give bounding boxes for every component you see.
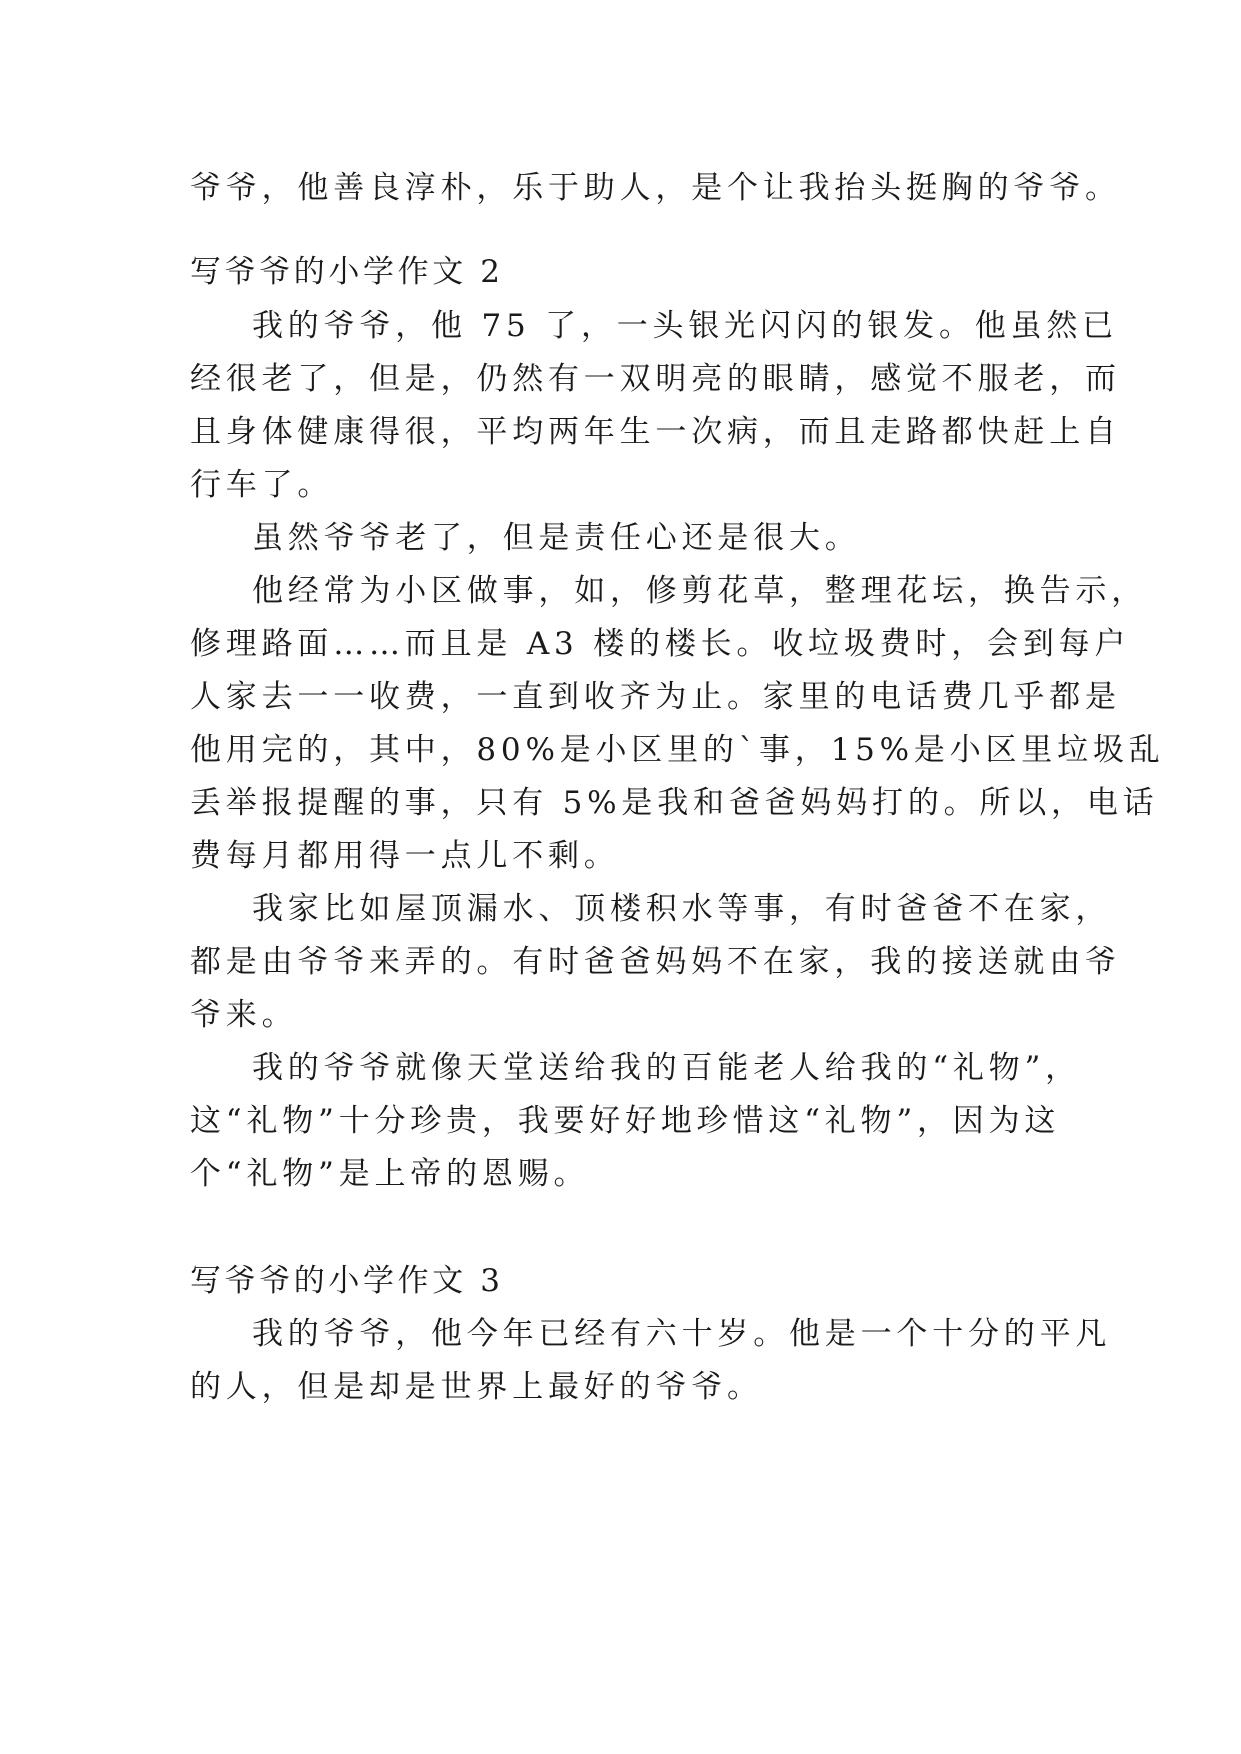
paragraph-line: 人家去一一收费，一直到收齐为止。家里的电话费几乎都是 [190, 679, 1121, 715]
section-heading: 写爷爷的小学作文 3 [190, 1263, 504, 1299]
paragraph-line: 丢举报提醒的事，只有 5%是我和爸爸妈妈打的。所以，电话 [190, 785, 1159, 821]
paragraph-line: 我的爷爷，他 75 了，一头银光闪闪的银发。他虽然已 [252, 308, 1118, 344]
paragraph-line: 我的爷爷就像天堂送给我的百能老人给我的“礼物”， [252, 1050, 1081, 1086]
paragraph-line: 经很老了，但是，仍然有一双明亮的眼睛，感觉不服老，而 [190, 361, 1121, 397]
section-heading: 写爷爷的小学作文 2 [190, 254, 504, 290]
paragraph-line: 他经常为小区做事，如，修剪花草，整理花坛，换告示， [252, 573, 1147, 609]
paragraph-line: 爷来。 [190, 997, 298, 1033]
paragraph-line: 修理路面……而且是 A3 楼的楼长。收垃圾费时，会到每户 [190, 626, 1131, 662]
paragraph-line: 都是由爷爷来弄的。有时爸爸妈妈不在家，我的接送就由爷 [190, 944, 1121, 980]
paragraph-line: 我的爷爷，他今年已经有六十岁。他是一个十分的平凡 [252, 1316, 1112, 1352]
paragraph-line: 我家比如屋顶漏水、顶楼积水等事，有时爸爸不在家， [252, 891, 1112, 927]
paragraph-line: 且身体健康得很，平均两年生一次病，而且走路都快赶上自 [190, 414, 1121, 450]
paragraph-line: 的人，但是却是世界上最好的爷爷。 [190, 1369, 763, 1405]
paragraph-line: 这“礼物”十分珍贵，我要好好地珍惜这“礼物”，因为这 [190, 1103, 1061, 1139]
paragraph-line: 费每月都用得一点儿不剩。 [190, 838, 620, 874]
paragraph-line: 虽然爷爷老了，但是责任心还是很大。 [252, 520, 861, 556]
paragraph-line: 行车了。 [190, 467, 334, 503]
paragraph-line: 个“礼物”是上帝的恩赐。 [190, 1156, 590, 1192]
paragraph-line: 爷爷，他善良淳朴，乐于助人，是个让我抬头挺胸的爷爷。 [190, 170, 1121, 206]
paragraph-line: 他用完的，其中，80%是小区里的`事，15%是小区里垃圾乱 [190, 732, 1165, 768]
